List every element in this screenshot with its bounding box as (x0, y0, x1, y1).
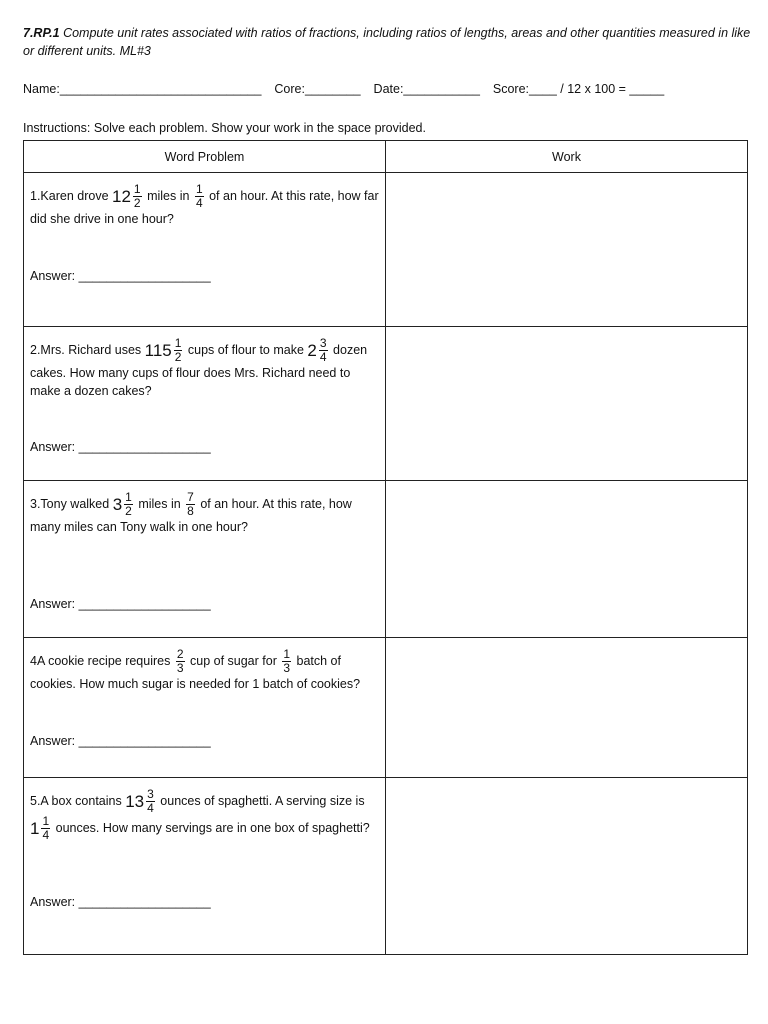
standard-text: Compute unit rates associated with ratios of fractions, including ratios of lengths, areas and other quantities measured in like or different units. ML#3 (23, 26, 751, 58)
problem-row (24, 481, 748, 638)
problem-text (24, 778, 385, 842)
denominator: 3 (283, 661, 291, 675)
score-field[interactable]: Score:____ / 12 x 100 = _____ (492, 82, 665, 96)
problem-row (24, 173, 748, 327)
problem-text-end: dozen cakes. How many cups of flour does Mrs. Richard need to make a dozen cakes? (30, 342, 368, 398)
fraction (174, 337, 183, 364)
work-header: Work (386, 141, 748, 173)
fraction (133, 183, 142, 210)
whole-number: 12 (112, 186, 131, 206)
mixed-number (280, 648, 293, 675)
whole-number: 13 (125, 791, 145, 811)
answer-line[interactable]: Answer: ___________________ (30, 440, 211, 454)
denominator: 2 (125, 504, 132, 518)
mixed-number (125, 788, 157, 815)
mixed-number (307, 337, 329, 364)
answer-line[interactable]: Answer: ___________________ (30, 269, 211, 283)
word-problem-header: Word Problem (24, 141, 386, 173)
mixed-number (145, 337, 185, 364)
numerator: 2 (176, 647, 184, 661)
denominator: 4 (195, 196, 203, 210)
problem-text-end: ounces. How many servings are in one box of spaghetti? (52, 820, 370, 835)
problem-row (24, 327, 748, 481)
mixed-number (184, 491, 197, 518)
numerator: 1 (174, 336, 182, 350)
denominator: 4 (147, 801, 154, 815)
denominator: 2 (133, 196, 141, 210)
answer-line[interactable]: Answer: ___________________ (30, 895, 211, 909)
whole-number: 3 (112, 494, 123, 514)
denominator: 8 (187, 504, 194, 518)
fraction (195, 183, 204, 210)
problem-text-middle: cup of sugar for (186, 653, 281, 668)
worksheet-table (23, 140, 748, 955)
standard-description (23, 24, 753, 60)
numerator: 1 (283, 647, 291, 661)
problem-text-middle: miles in (143, 188, 193, 203)
name-field[interactable]: Name:_____________________________ (23, 82, 262, 96)
mixed-number (174, 648, 187, 675)
numerator: 1 (125, 490, 132, 504)
problem-text-end: of an hour. At this rate, how far did she drive in one hour? (30, 188, 379, 226)
numerator: 3 (147, 787, 154, 801)
problem-text-middle: cups of flour to make (184, 342, 308, 357)
problem-cell (24, 173, 386, 327)
problem-text-middle: ounces of spaghetti. A serving size is (156, 793, 365, 808)
problem-text-start: 5.A box contains (30, 793, 126, 808)
problem-text-end: of an hour. At this rate, how many miles can Tony walk in one hour? (30, 496, 352, 534)
problem-text-start: 2.Mrs. Richard uses (30, 342, 145, 357)
fraction (176, 648, 185, 675)
work-area[interactable] (386, 778, 748, 955)
whole-number: 115 (144, 340, 172, 360)
answer-line[interactable]: Answer: ___________________ (30, 597, 211, 611)
problem-text (24, 327, 385, 400)
core-field[interactable]: Core:________ (274, 82, 361, 96)
problem-text-start: 4A cookie recipe requires (30, 653, 174, 668)
work-area[interactable] (386, 327, 748, 481)
student-info-line (23, 82, 664, 96)
problem-row (24, 638, 748, 778)
whole-number: 1 (30, 818, 40, 838)
work-area[interactable] (386, 638, 748, 778)
mixed-number (113, 491, 135, 518)
numerator: 1 (195, 182, 203, 196)
work-area[interactable] (386, 173, 748, 327)
problem-text-start: 1.Karen drove (30, 188, 112, 203)
denominator: 3 (176, 661, 184, 675)
date-field[interactable]: Date:___________ (373, 82, 480, 96)
fraction (282, 648, 291, 675)
problem-text-middle: miles in (134, 496, 185, 511)
problem-cell (24, 481, 386, 638)
problem-cell (24, 638, 386, 778)
instructions: Instructions: Solve each problem. Show your work in the space provided. (23, 121, 426, 135)
whole-number: 2 (307, 340, 317, 360)
mixed-number (193, 183, 206, 210)
problem-text (24, 638, 385, 693)
answer-line[interactable]: Answer: ___________________ (30, 734, 211, 748)
mixed-number (112, 183, 144, 210)
fraction (41, 815, 50, 842)
problem-cell (24, 327, 386, 481)
mixed-number (30, 815, 52, 842)
standard-code: 7.RP.1 (23, 26, 60, 40)
problem-text-start: 3.Tony walked (30, 496, 113, 511)
denominator: 4 (42, 828, 50, 842)
work-area[interactable] (386, 481, 748, 638)
fraction (146, 788, 155, 815)
problem-text-end: batch of cookies. How much sugar is needed for 1 batch of cookies? (30, 653, 361, 691)
denominator: 4 (319, 350, 327, 364)
numerator: 1 (42, 814, 50, 828)
numerator: 7 (187, 490, 194, 504)
problem-text (24, 173, 385, 228)
fraction (186, 491, 195, 518)
denominator: 2 (174, 350, 182, 364)
problem-cell (24, 778, 386, 955)
fraction (319, 337, 328, 364)
problem-text (24, 481, 385, 536)
fraction (124, 491, 133, 518)
numerator: 3 (319, 336, 327, 350)
numerator: 1 (133, 182, 141, 196)
problem-row (24, 778, 748, 955)
